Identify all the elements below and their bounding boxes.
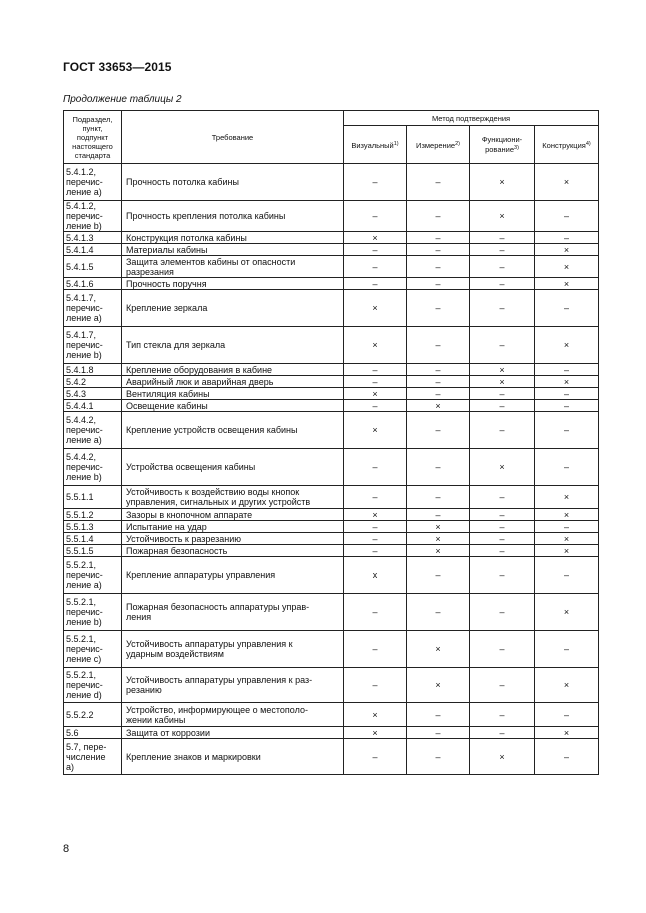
visual-mark: – xyxy=(344,376,407,388)
table-row xyxy=(64,521,599,533)
functioning-mark: × xyxy=(470,364,535,376)
design-mark: × xyxy=(535,164,599,201)
visual-mark: – xyxy=(344,668,407,703)
design-mark: – xyxy=(535,739,599,775)
functioning-mark: – xyxy=(470,290,535,327)
requirement-cell: Крепление аппаратуры управления xyxy=(122,557,344,594)
measurement-mark: – xyxy=(407,486,470,509)
table-row xyxy=(64,509,599,521)
functioning-mark: × xyxy=(470,376,535,388)
subsection-cell: 5.5.2.1, перечис- ление а) xyxy=(64,557,122,594)
table-row xyxy=(64,164,599,201)
functioning-mark: – xyxy=(470,727,535,739)
visual-mark: × xyxy=(344,509,407,521)
visual-mark: × xyxy=(344,290,407,327)
requirement-cell: Испытание на удар xyxy=(122,521,344,533)
design-mark: × xyxy=(535,376,599,388)
document-title: ГОСТ 33653—2015 xyxy=(63,60,172,74)
visual-mark: – xyxy=(344,256,407,278)
measurement-mark: – xyxy=(407,164,470,201)
visual-mark: × xyxy=(344,727,407,739)
visual-mark: – xyxy=(344,244,407,256)
visual-mark: × xyxy=(344,703,407,727)
functioning-mark: – xyxy=(470,244,535,256)
functioning-mark: – xyxy=(470,631,535,668)
requirement-cell: Устойчивость к разрезанию xyxy=(122,533,344,545)
measurement-mark: – xyxy=(407,244,470,256)
measurement-mark: – xyxy=(407,290,470,327)
functioning-mark: – xyxy=(470,486,535,509)
design-mark: – xyxy=(535,631,599,668)
design-mark: – xyxy=(535,232,599,244)
measurement-mark: – xyxy=(407,256,470,278)
functioning-mark: – xyxy=(470,557,535,594)
visual-mark: x xyxy=(344,557,407,594)
design-mark: – xyxy=(535,400,599,412)
subsection-cell: 5.4.4.1 xyxy=(64,400,122,412)
visual-mark: – xyxy=(344,545,407,557)
header-method-group: Метод подтверждения xyxy=(344,111,599,126)
design-mark: × xyxy=(535,727,599,739)
requirement-cell: Прочность потолка кабины xyxy=(122,164,344,201)
subsection-cell: 5.4.1.2, перечис- ление а) xyxy=(64,164,122,201)
visual-mark: – xyxy=(344,201,407,232)
requirement-cell: Защита элементов кабины от опасности разрезания xyxy=(122,256,344,278)
design-mark: – xyxy=(535,364,599,376)
visual-mark: × xyxy=(344,232,407,244)
table-row xyxy=(64,727,599,739)
requirements-table xyxy=(63,110,599,775)
subsection-cell: 5.5.1.1 xyxy=(64,486,122,509)
table-row xyxy=(64,201,599,232)
functioning-mark: – xyxy=(470,232,535,244)
design-mark: × xyxy=(535,278,599,290)
design-mark: × xyxy=(535,594,599,631)
design-mark: – xyxy=(535,388,599,400)
subsection-cell: 5.4.4.2, перечис- ление b) xyxy=(64,449,122,486)
table-row xyxy=(64,244,599,256)
visual-mark: – xyxy=(344,631,407,668)
subsection-cell: 5.5.1.3 xyxy=(64,521,122,533)
subsection-cell: 5.6 xyxy=(64,727,122,739)
visual-mark: – xyxy=(344,164,407,201)
requirement-cell: Зазоры в кнопочном аппарате xyxy=(122,509,344,521)
table-row xyxy=(64,364,599,376)
functioning-mark: – xyxy=(470,533,535,545)
requirement-cell: Устройство, информирующее о местополо- жении кабины xyxy=(122,703,344,727)
subsection-cell: 5.4.1.7, перечис- ление b) xyxy=(64,327,122,364)
measurement-mark: – xyxy=(407,449,470,486)
subsection-cell: 5.4.1.8 xyxy=(64,364,122,376)
requirement-cell: Устойчивость аппаратуры управления к ударным воздействиям xyxy=(122,631,344,668)
measurement-mark: × xyxy=(407,521,470,533)
table-row xyxy=(64,400,599,412)
table-row xyxy=(64,486,599,509)
visual-mark: – xyxy=(344,521,407,533)
design-mark: × xyxy=(535,327,599,364)
table-row xyxy=(64,631,599,668)
measurement-mark: – xyxy=(407,594,470,631)
subsection-cell: 5.4.1.2, перечис- ление b) xyxy=(64,201,122,232)
requirement-cell: Крепление зеркала xyxy=(122,290,344,327)
table-row xyxy=(64,449,599,486)
functioning-mark: – xyxy=(470,327,535,364)
visual-mark: × xyxy=(344,388,407,400)
functioning-mark: – xyxy=(470,412,535,449)
visual-mark: – xyxy=(344,449,407,486)
visual-mark: – xyxy=(344,400,407,412)
subsection-cell: 5.4.1.5 xyxy=(64,256,122,278)
table-row xyxy=(64,256,599,278)
visual-mark: – xyxy=(344,739,407,775)
design-mark: – xyxy=(535,557,599,594)
design-mark: × xyxy=(535,545,599,557)
measurement-mark: – xyxy=(407,232,470,244)
requirement-cell: Пожарная безопасность xyxy=(122,545,344,557)
functioning-mark: – xyxy=(470,509,535,521)
table-row xyxy=(64,388,599,400)
subsection-cell: 5.7, пере- числение а) xyxy=(64,739,122,775)
subsection-cell: 5.5.1.2 xyxy=(64,509,122,521)
requirement-cell: Крепление устройств освещения кабины xyxy=(122,412,344,449)
requirement-cell: Устройства освещения кабины xyxy=(122,449,344,486)
functioning-mark: – xyxy=(470,388,535,400)
design-mark: – xyxy=(535,449,599,486)
measurement-mark: – xyxy=(407,327,470,364)
requirement-cell: Материалы кабины xyxy=(122,244,344,256)
table-row xyxy=(64,376,599,388)
functioning-mark: – xyxy=(470,668,535,703)
table-row xyxy=(64,703,599,727)
table-row xyxy=(64,412,599,449)
measurement-mark: – xyxy=(407,388,470,400)
functioning-mark: – xyxy=(470,703,535,727)
functioning-mark: × xyxy=(470,449,535,486)
functioning-mark: – xyxy=(470,545,535,557)
requirement-cell: Вентиляция кабины xyxy=(122,388,344,400)
requirement-cell: Устойчивость аппаратуры управления к раз- резанию xyxy=(122,668,344,703)
table-row xyxy=(64,557,599,594)
measurement-mark: – xyxy=(407,727,470,739)
header-subsection: Подраздел, пункт, подпункт настоящего стандарта xyxy=(64,111,122,164)
table-row xyxy=(64,232,599,244)
measurement-mark: × xyxy=(407,533,470,545)
measurement-mark: – xyxy=(407,703,470,727)
requirement-cell: Устойчивость к воздействию воды кнопок управления, сигнальных и других устройств xyxy=(122,486,344,509)
visual-mark: – xyxy=(344,364,407,376)
subsection-cell: 5.5.1.4 xyxy=(64,533,122,545)
visual-mark: – xyxy=(344,278,407,290)
measurement-mark: – xyxy=(407,739,470,775)
visual-mark: – xyxy=(344,533,407,545)
measurement-mark: × xyxy=(407,400,470,412)
header-functioning: Функциони- рование$^{3)}$ xyxy=(470,126,535,164)
functioning-mark: – xyxy=(470,594,535,631)
page-number: 8 xyxy=(63,843,70,855)
measurement-mark: × xyxy=(407,545,470,557)
functioning-mark: – xyxy=(470,278,535,290)
requirement-cell: Освещение кабины xyxy=(122,400,344,412)
measurement-mark: – xyxy=(407,557,470,594)
requirement-cell: Крепление оборудования в кабине xyxy=(122,364,344,376)
subsection-cell: 5.4.1.7, перечис- ление а) xyxy=(64,290,122,327)
design-mark: × xyxy=(535,486,599,509)
subsection-cell: 5.5.1.5 xyxy=(64,545,122,557)
design-mark: × xyxy=(535,256,599,278)
measurement-mark: – xyxy=(407,364,470,376)
table-row xyxy=(64,327,599,364)
subsection-cell: 5.5.2.1, перечис- ление с) xyxy=(64,631,122,668)
design-mark: – xyxy=(535,412,599,449)
requirement-cell: Прочность крепления потолка кабины xyxy=(122,201,344,232)
functioning-mark: × xyxy=(470,201,535,232)
measurement-mark: – xyxy=(407,412,470,449)
requirement-cell: Пожарная безопасность аппаратуры управ- ления xyxy=(122,594,344,631)
visual-mark: – xyxy=(344,486,407,509)
header-measurement: Измерение$^{2)}$ xyxy=(407,126,470,164)
design-mark: × xyxy=(535,244,599,256)
subsection-cell: 5.5.2.1, перечис- ление b) xyxy=(64,594,122,631)
design-mark: – xyxy=(535,521,599,533)
subsection-cell: 5.5.2.1, перечис- ление d) xyxy=(64,668,122,703)
design-mark: – xyxy=(535,703,599,727)
table-row xyxy=(64,290,599,327)
requirement-cell: Аварийный люк и аварийная дверь xyxy=(122,376,344,388)
functioning-mark: × xyxy=(470,739,535,775)
visual-mark: × xyxy=(344,327,407,364)
measurement-mark: – xyxy=(407,509,470,521)
design-mark: × xyxy=(535,533,599,545)
measurement-mark: – xyxy=(407,201,470,232)
functioning-mark: – xyxy=(470,256,535,278)
subsection-cell: 5.4.4.2, перечис- ление а) xyxy=(64,412,122,449)
functioning-mark: × xyxy=(470,164,535,201)
subsection-cell: 5.4.1.6 xyxy=(64,278,122,290)
visual-mark: – xyxy=(344,594,407,631)
visual-mark: × xyxy=(344,412,407,449)
design-mark: – xyxy=(535,290,599,327)
measurement-mark: × xyxy=(407,668,470,703)
subsection-cell: 5.5.2.2 xyxy=(64,703,122,727)
design-mark: – xyxy=(535,201,599,232)
design-mark: × xyxy=(535,509,599,521)
header-visual: Визуальный$^{1)}$ xyxy=(344,126,407,164)
requirement-cell: Прочность поручня xyxy=(122,278,344,290)
table-row xyxy=(64,278,599,290)
functioning-mark: – xyxy=(470,400,535,412)
functioning-mark: – xyxy=(470,521,535,533)
table-row xyxy=(64,594,599,631)
requirement-cell: Защита от коррозии xyxy=(122,727,344,739)
measurement-mark: – xyxy=(407,376,470,388)
table-row xyxy=(64,533,599,545)
table-row xyxy=(64,545,599,557)
subsection-cell: 5.4.3 xyxy=(64,388,122,400)
subsection-cell: 5.4.1.3 xyxy=(64,232,122,244)
requirement-cell: Конструкция потолка кабины xyxy=(122,232,344,244)
requirement-cell: Тип стекла для зеркала xyxy=(122,327,344,364)
table-caption: Продолжение таблицы 2 xyxy=(63,94,182,105)
subsection-cell: 5.4.1.4 xyxy=(64,244,122,256)
header-design: Конструкция$^{4)}$ xyxy=(535,126,599,164)
table-row xyxy=(64,668,599,703)
table-row xyxy=(64,739,599,775)
measurement-mark: × xyxy=(407,631,470,668)
subsection-cell: 5.4.2 xyxy=(64,376,122,388)
header-requirement: Требование xyxy=(122,111,344,164)
design-mark: × xyxy=(535,668,599,703)
measurement-mark: – xyxy=(407,278,470,290)
requirement-cell: Крепление знаков и маркировки xyxy=(122,739,344,775)
